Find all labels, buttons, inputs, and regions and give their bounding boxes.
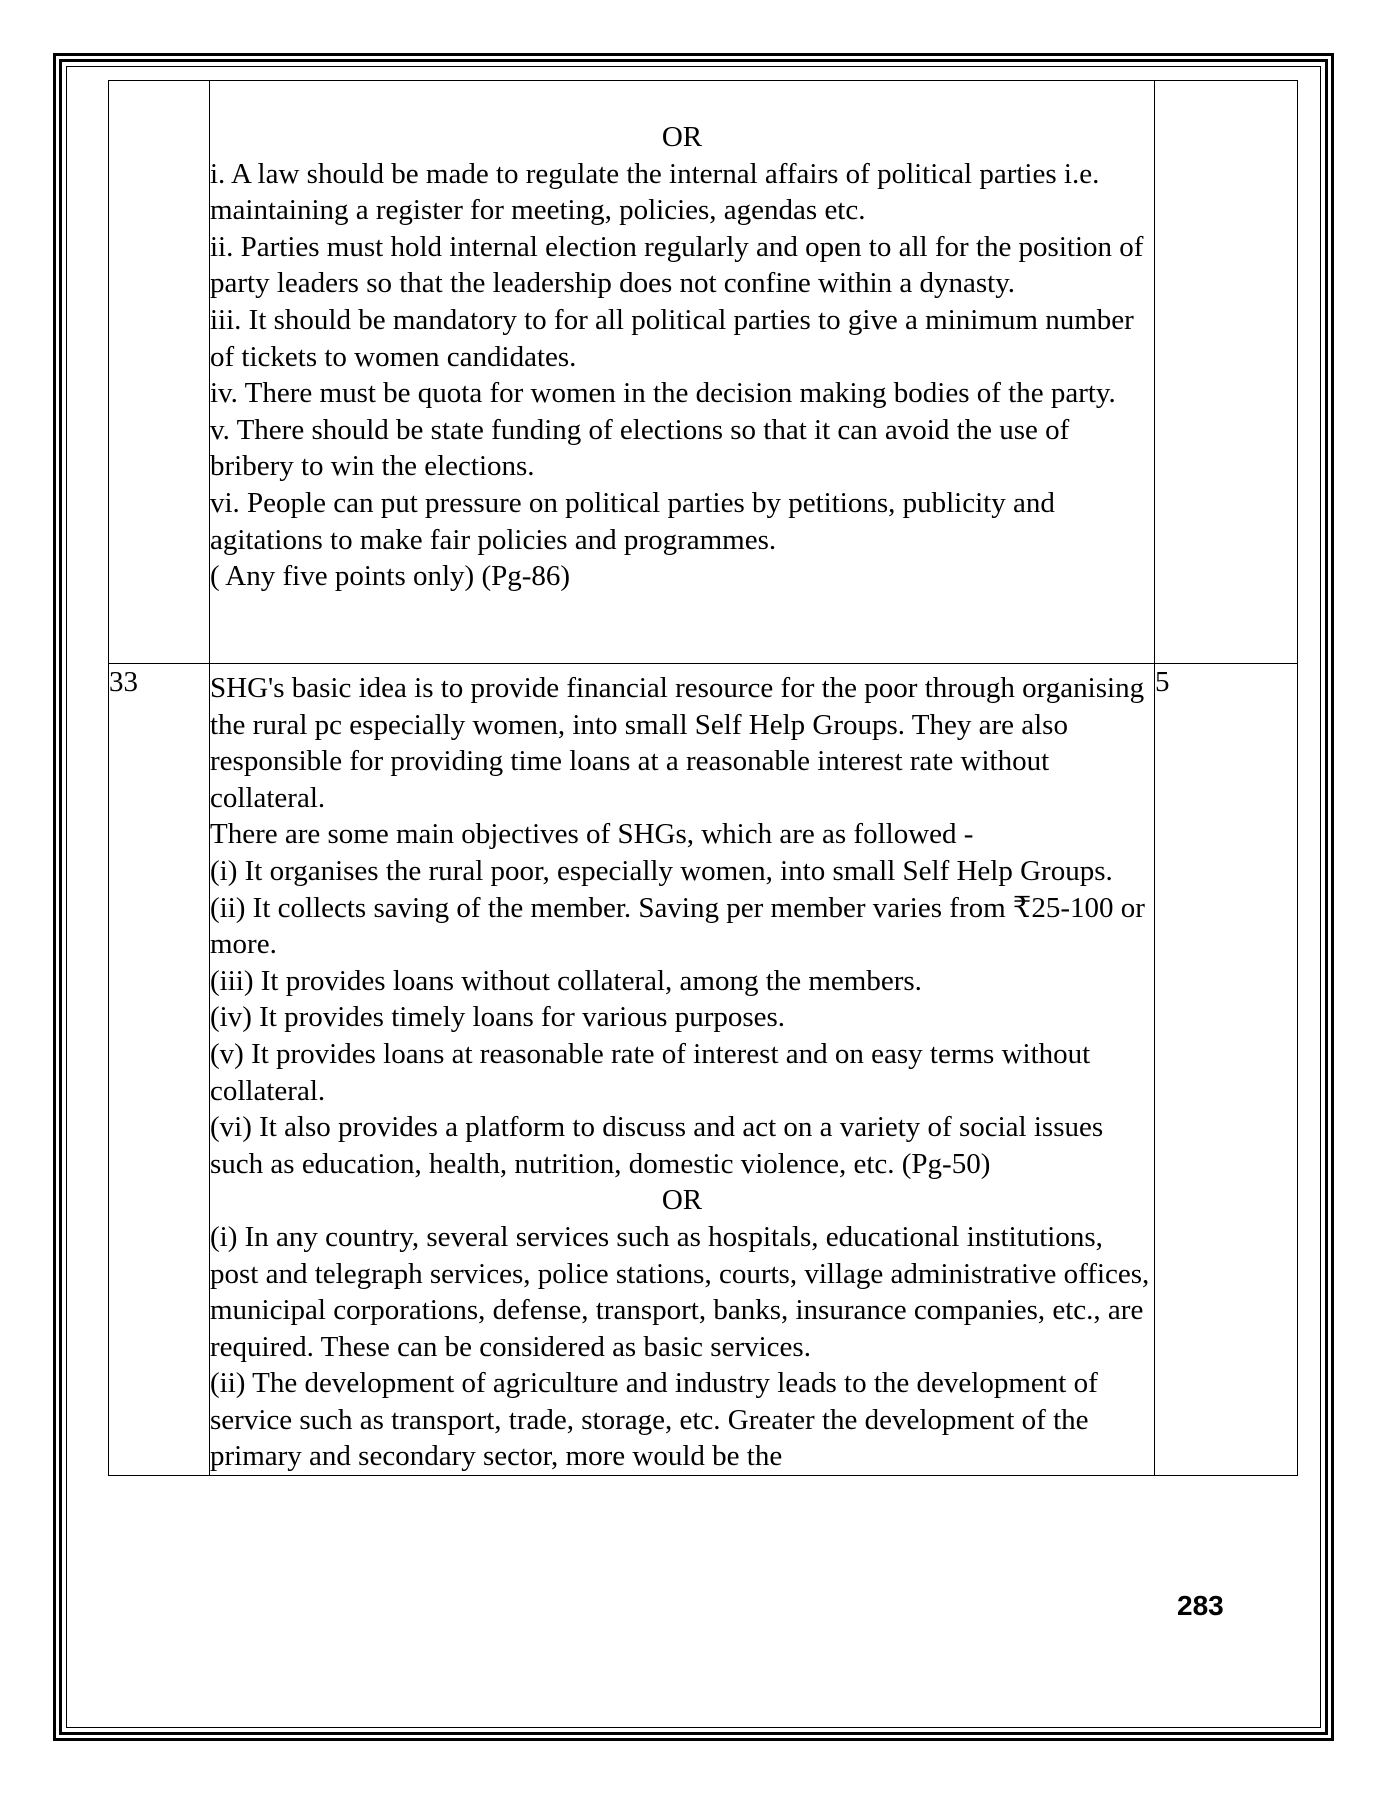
or-divider: OR: [661, 121, 703, 153]
objectives-heading: There are some main objectives of SHGs, which are as followed -: [210, 818, 974, 851]
answer-point: i. A law should be made to regulate the internal affairs of political parties i.e. maintaining a register for meeting, policies, agendas etc.: [210, 157, 1100, 227]
objective-point: (iii) It provides loans without collateral, among the members.: [210, 964, 922, 997]
page-number: 283: [1177, 1590, 1224, 1621]
answer-point: ii. Parties must hold internal election regularly and open to all for the position of party leaders so that the leadership does not confine within a dynasty.: [210, 230, 1144, 300]
answer-point: vi. People can put pressure on political parties by petitions, publicity and agitations to make fair policies and programmes.: [210, 486, 1055, 556]
answer-point: v. There should be state funding of elections so that it can avoid the use of bribery to win the elections.: [210, 413, 1070, 483]
answer-cell: [210, 81, 1155, 664]
answer-point: iii. It should be mandatory to for all political parties to give a minimum number of tickets to women candidates.: [210, 303, 1134, 373]
answer-intro: SHG's basic idea is to provide financial resource for the poor through organising the rural pc especially women, into small Self Help Groups. They are also responsible for providing time loans at a reasonable interest rate without collateral.: [210, 672, 1145, 814]
objective-point: (v) It provides loans at reasonable rate of interest and on easy terms without collateral.: [210, 1037, 1091, 1107]
objective-point: (vi) It also provides a platform to discuss and act on a variety of social issues such as education, health, nutrition, domestic violence, etc. (Pg-50): [210, 1111, 1104, 1180]
question-number-cell: [109, 81, 210, 664]
alternative-point: (i) In any country, several services such as hospitals, educational institutions, post and telegraph services, police stations, courts, village administrative offices, municipal corporations, defense, transport, banks, insurance companies, etc., are required. These can be considered as basic services.: [210, 1220, 1150, 1363]
table-row-33: [109, 664, 1298, 1476]
marks-cell: [1155, 81, 1298, 664]
table-row-continuation: [109, 81, 1298, 664]
or-divider: OR: [661, 1184, 703, 1217]
objective-point: (iv) It provides timely loans for various purposes.: [210, 1001, 786, 1034]
answer-table: [108, 80, 1298, 1476]
alternative-point: (ii) The development of agriculture and industry leads to the development of service such as transport, trade, storage, etc. Greater the development of the primary and secondary sector, more would be the: [210, 1367, 1098, 1473]
question-number: 33: [109, 664, 210, 1476]
answer-note: ( Any five points only) (Pg-86): [210, 560, 571, 593]
objective-point: (i) It organises the rural poor, especially women, into small Self Help Groups.: [210, 854, 1113, 887]
answer-point: iv. There must be quota for women in the decision making bodies of the party.: [210, 377, 1116, 410]
answer-cell: [210, 664, 1155, 1476]
marks-value: 5: [1155, 664, 1298, 1476]
objective-point: (ii) It collects saving of the member. Saving per member varies from ₹25-100 or more.: [210, 891, 1145, 961]
